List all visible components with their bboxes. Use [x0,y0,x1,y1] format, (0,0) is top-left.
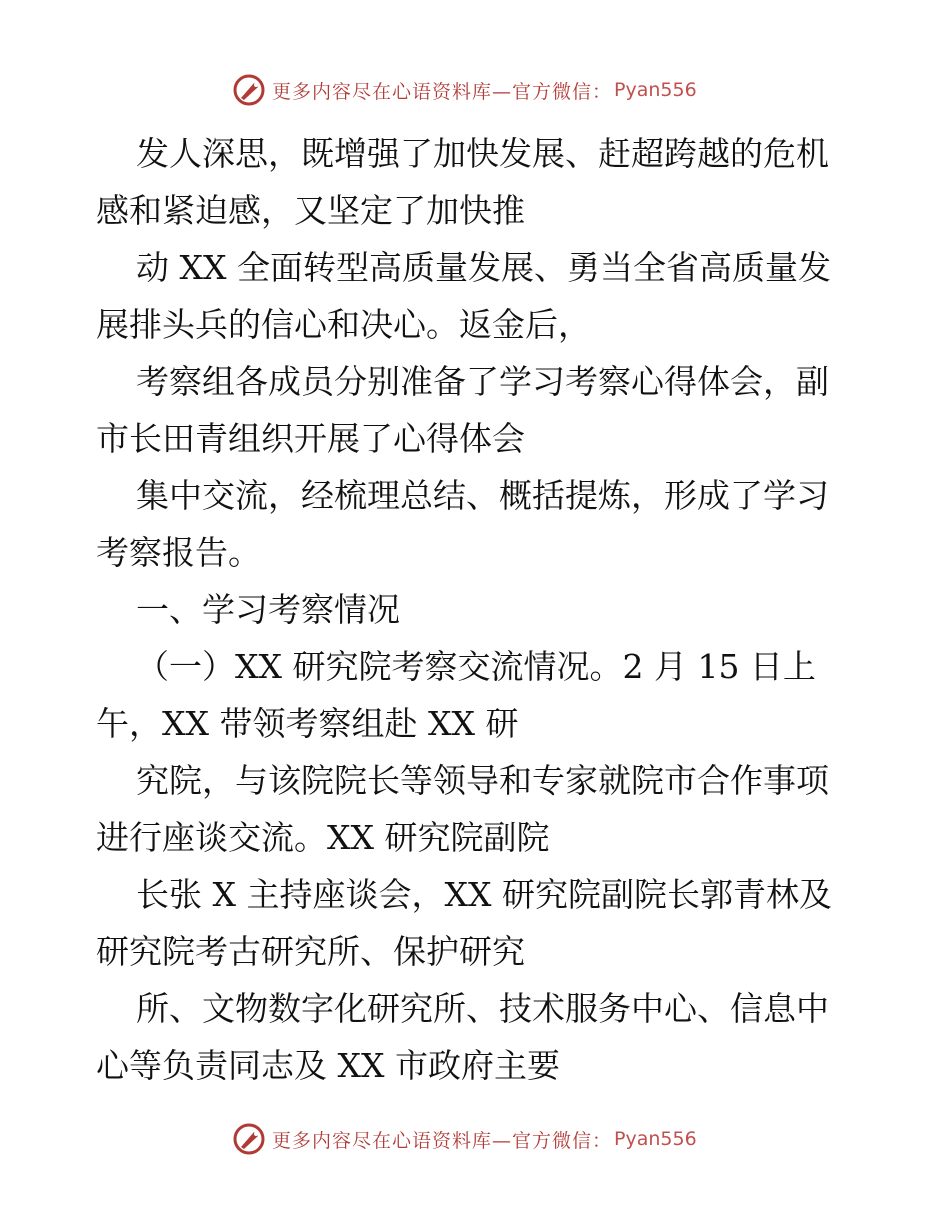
header-watermark [232,71,752,109]
watermark-account: Pyan556 [614,1128,697,1150]
watermark-brand-text: 更多内容尽在心语资料库—官方微信： [272,80,613,103]
section-heading: 一、学习考察情况 [136,590,400,629]
text-line: （一）XX 研究院考察交流情况。2 月 15 日上 [136,647,816,686]
footer-watermark [232,1120,752,1158]
text-line: 发人深思，既增强了加快发展、赶超跨越的危机 [136,134,829,173]
text-line: 考察报告。 [96,533,261,572]
text-line: 感和紧迫感，又坚定了加快推 [96,191,525,230]
text-line: 展排头兵的信心和决心。返金后， [96,305,591,344]
text-line: 市长田青组织开展了心得体会 [96,419,525,458]
watermark-brand-text: 更多内容尽在心语资料库—官方微信： [272,1129,613,1152]
text-line: 研究院考古研究所、保护研究 [96,932,525,971]
text-line: 动 XX 全面转型高质量发展、勇当全省高质量发 [136,248,831,287]
pen-nib-logo-icon [232,1122,266,1156]
text-line: 所、文物数字化研究所、技术服务中心、信息中 [136,989,829,1028]
text-line: 心等负责同志及 XX 市政府主要 [96,1046,560,1085]
watermark-account: Pyan556 [614,79,697,101]
body-text [96,125,866,1094]
text-line: 进行座谈交流。XX 研究院副院 [96,818,550,857]
text-line: 午，XX 带领考察组赴 XX 研 [96,704,519,743]
text-line: 集中交流，经梳理总结、概括提炼，形成了学习 [136,476,829,515]
pen-nib-logo-icon [232,73,266,107]
text-line: 考察组各成员分别准备了学习考察心得体会，副 [136,362,829,401]
text-line: 长张 X 主持座谈会，XX 研究院副院长郭青林及 [136,875,832,914]
text-line: 究院，与该院院长等领导和专家就院市合作事项 [136,761,829,800]
